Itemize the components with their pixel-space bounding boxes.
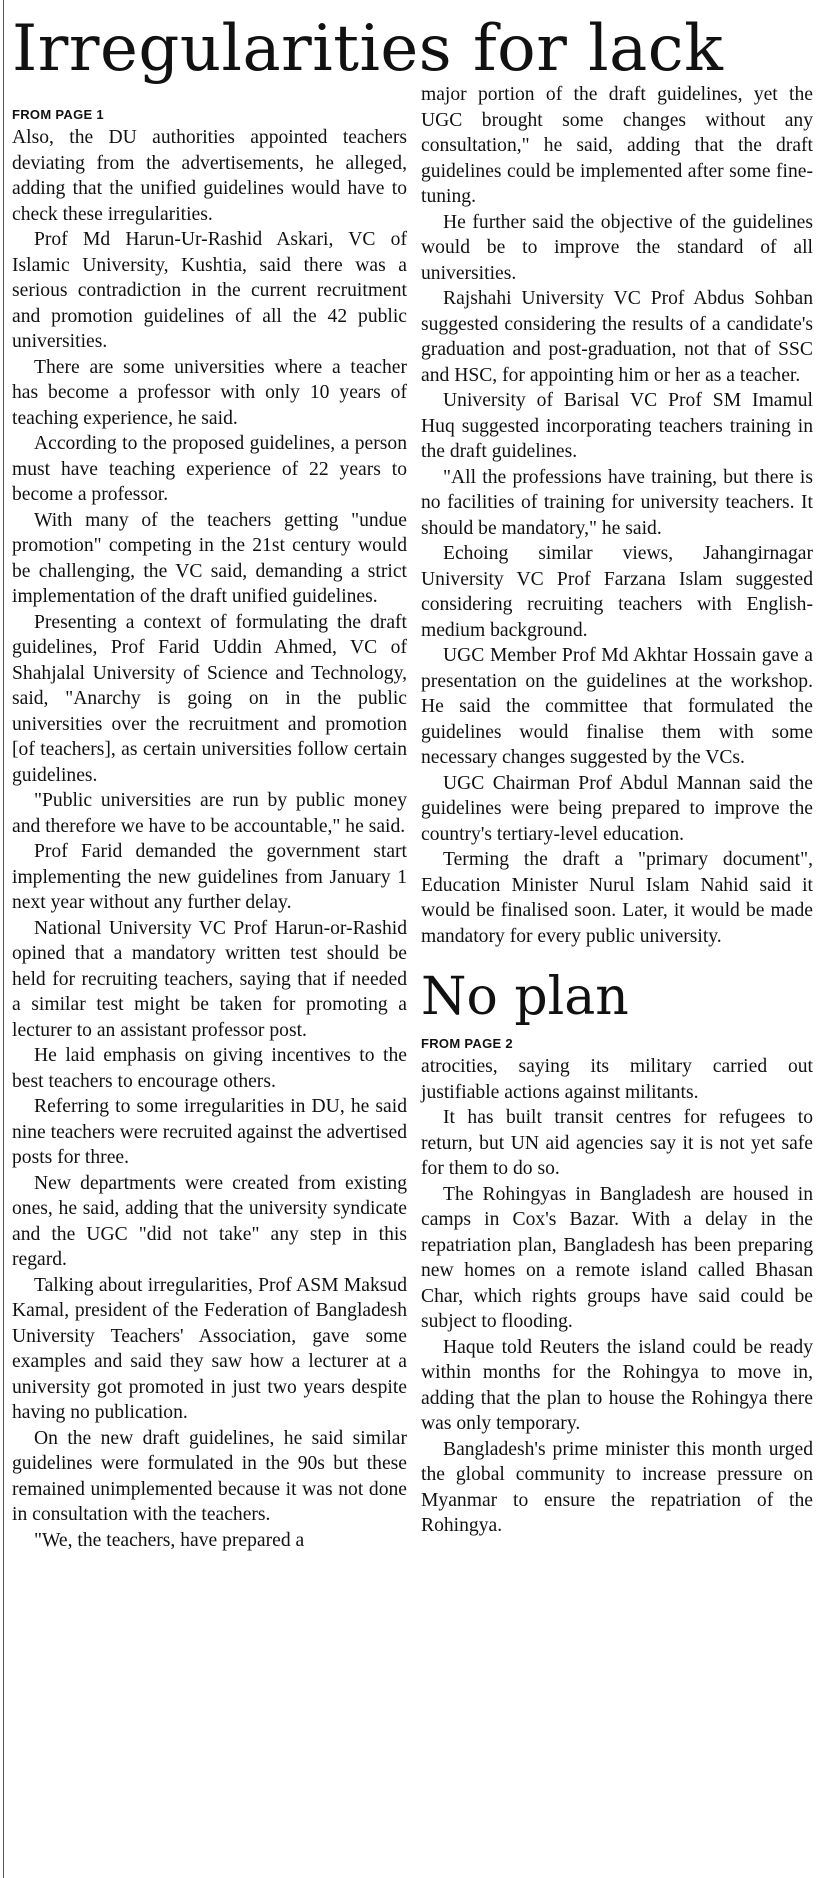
body-paragraph: He further said the objective of the guidelines would be to improve the standard of all universities. bbox=[421, 211, 813, 284]
headline-irregularities: Irregularities for lack bbox=[12, 12, 724, 86]
article1-column-1 bbox=[12, 108, 407, 1553]
headline-no-plan: No plan bbox=[421, 967, 629, 1027]
body-paragraph: Also, the DU authorities appointed teachers deviating from the advertisements, he alleged, adding that the unified guidelines would have to check these irregularities. bbox=[12, 127, 407, 225]
body-paragraph: "Public universities are run by public money and therefore we have to be accountable," he said. bbox=[12, 790, 407, 837]
body-paragraph: New departments were created from existing ones, he said, adding that the university syndicate and the UGC "did not take" any step in this regard. bbox=[12, 1172, 407, 1270]
body-paragraph: Terming the draft a "primary document", Education Minister Nurul Islam Nahid said it would be finalised soon. Later, it would be made mandatory for every public university. bbox=[421, 849, 813, 947]
body-paragraph: He laid emphasis on giving incentives to the best teachers to encourage others. bbox=[12, 1045, 407, 1092]
body-paragraph: atrocities, saying its military carried out justifiable actions against militants. bbox=[421, 1056, 813, 1103]
body-paragraph: Rajshahi University VC Prof Abdus Sohban suggested considering the results of a candidate's graduation and post-graduation, not that of SSC and HSC, for appointing him or her as a teacher. bbox=[421, 288, 813, 386]
body-paragraph: Referring to some irregularities in DU, he said nine teachers were recruited against the advertised posts for three. bbox=[12, 1096, 407, 1168]
jump-label-page-1: FROM PAGE 1 bbox=[12, 107, 104, 122]
body-paragraph: "We, the teachers, have prepared a bbox=[34, 1529, 305, 1551]
body-paragraph: University of Barisal VC Prof SM Imamul Huq suggested incorporating teachers training in the draft guidelines. bbox=[421, 390, 813, 462]
body-paragraph: With many of the teachers getting "undue promotion" competing in the 21st century would be challenging, the VC said, demanding a strict implementation of the draft unified guidelines. bbox=[12, 509, 407, 607]
body-paragraph: National University VC Prof Harun-or-Rashid opined that a mandatory written test should be held for recruiting teachers, saying that if needed a similar test might be taken for promoting a lecturer to an assistant professor post. bbox=[12, 917, 407, 1041]
body-paragraph: Presenting a context of formulating the draft guidelines, Prof Farid Uddin Ahmed, VC of Shahjalal University of Science and Technology, said, "Anarchy is going on in the public universities over the recruitment and promotion [of teachers], as certain universities follow certain guidelines. bbox=[12, 611, 407, 786]
body-paragraph: major portion of the draft guidelines, yet the UGC brought some changes without any consultation," he said, adding that the draft guidelines could be implemented after some fine-tuning. bbox=[421, 84, 813, 207]
body-paragraph: "All the professions have training, but there is no facilities of training for university teachers. It should be mandatory," he said. bbox=[421, 466, 813, 539]
body-paragraph: It has built transit centres for refugees to return, but UN aid agencies say it is not yet safe for them to do so. bbox=[421, 1107, 813, 1179]
body-paragraph: The Rohingyas in Bangladesh are housed in camps in Cox's Bazar. With a delay in the repatriation plan, Bangladesh has been preparing new homes on a remote island called Bhasan Char, which rights groups have said could be subject to flooding. bbox=[421, 1183, 813, 1332]
article1-column-2 bbox=[421, 82, 813, 1539]
column-rule bbox=[3, 0, 4, 1878]
body-paragraph: On the new draft guidelines, he said similar guidelines were formulated in the 90s but these remained unimplemented because it was not done in consultation with the teachers. bbox=[12, 1427, 407, 1525]
body-paragraph: Prof Md Harun-Ur-Rashid Askari, VC of Islamic University, Kushtia, said there was a serious contradiction in the current recruitment and promotion guidelines of all the 42 public universities. bbox=[12, 229, 407, 352]
body-paragraph: Talking about irregularities, Prof ASM Maksud Kamal, president of the Federation of Bangladesh University Teachers' Association, gave some examples and said they saw how a lecturer at a university got promoted in just two years despite having no publication. bbox=[12, 1274, 407, 1423]
body-paragraph: Bangladesh's prime minister this month urged the global community to increase pressure on Myanmar to ensure the repatriation of the Rohingya. bbox=[421, 1438, 813, 1536]
body-paragraph: Echoing similar views, Jahangirnagar University VC Prof Farzana Islam suggested considering recruiting teachers with English-medium background. bbox=[421, 543, 813, 641]
body-paragraph: There are some universities where a teacher has become a professor with only 10 years of teaching experience, he said. bbox=[12, 356, 407, 429]
jump-label-page-2: FROM PAGE 2 bbox=[421, 1036, 513, 1051]
body-paragraph: UGC Member Prof Md Akhtar Hossain gave a presentation on the guidelines at the workshop. He said the committee that formulated the guidelines would finalise them with some necessary changes suggested by the VCs. bbox=[421, 645, 813, 768]
body-paragraph: According to the proposed guidelines, a person must have teaching experience of 22 years to become a professor. bbox=[12, 433, 407, 505]
body-paragraph: Haque told Reuters the island could be ready within months for the Rohingya to move in, adding that the plan to house the Rohingya there was only temporary. bbox=[421, 1336, 813, 1434]
body-paragraph: Prof Farid demanded the government start implementing the new guidelines from January 1 next year without any further delay. bbox=[12, 841, 407, 913]
body-paragraph: UGC Chairman Prof Abdul Mannan said the guidelines were being prepared to improve the country's tertiary-level education. bbox=[421, 772, 813, 845]
